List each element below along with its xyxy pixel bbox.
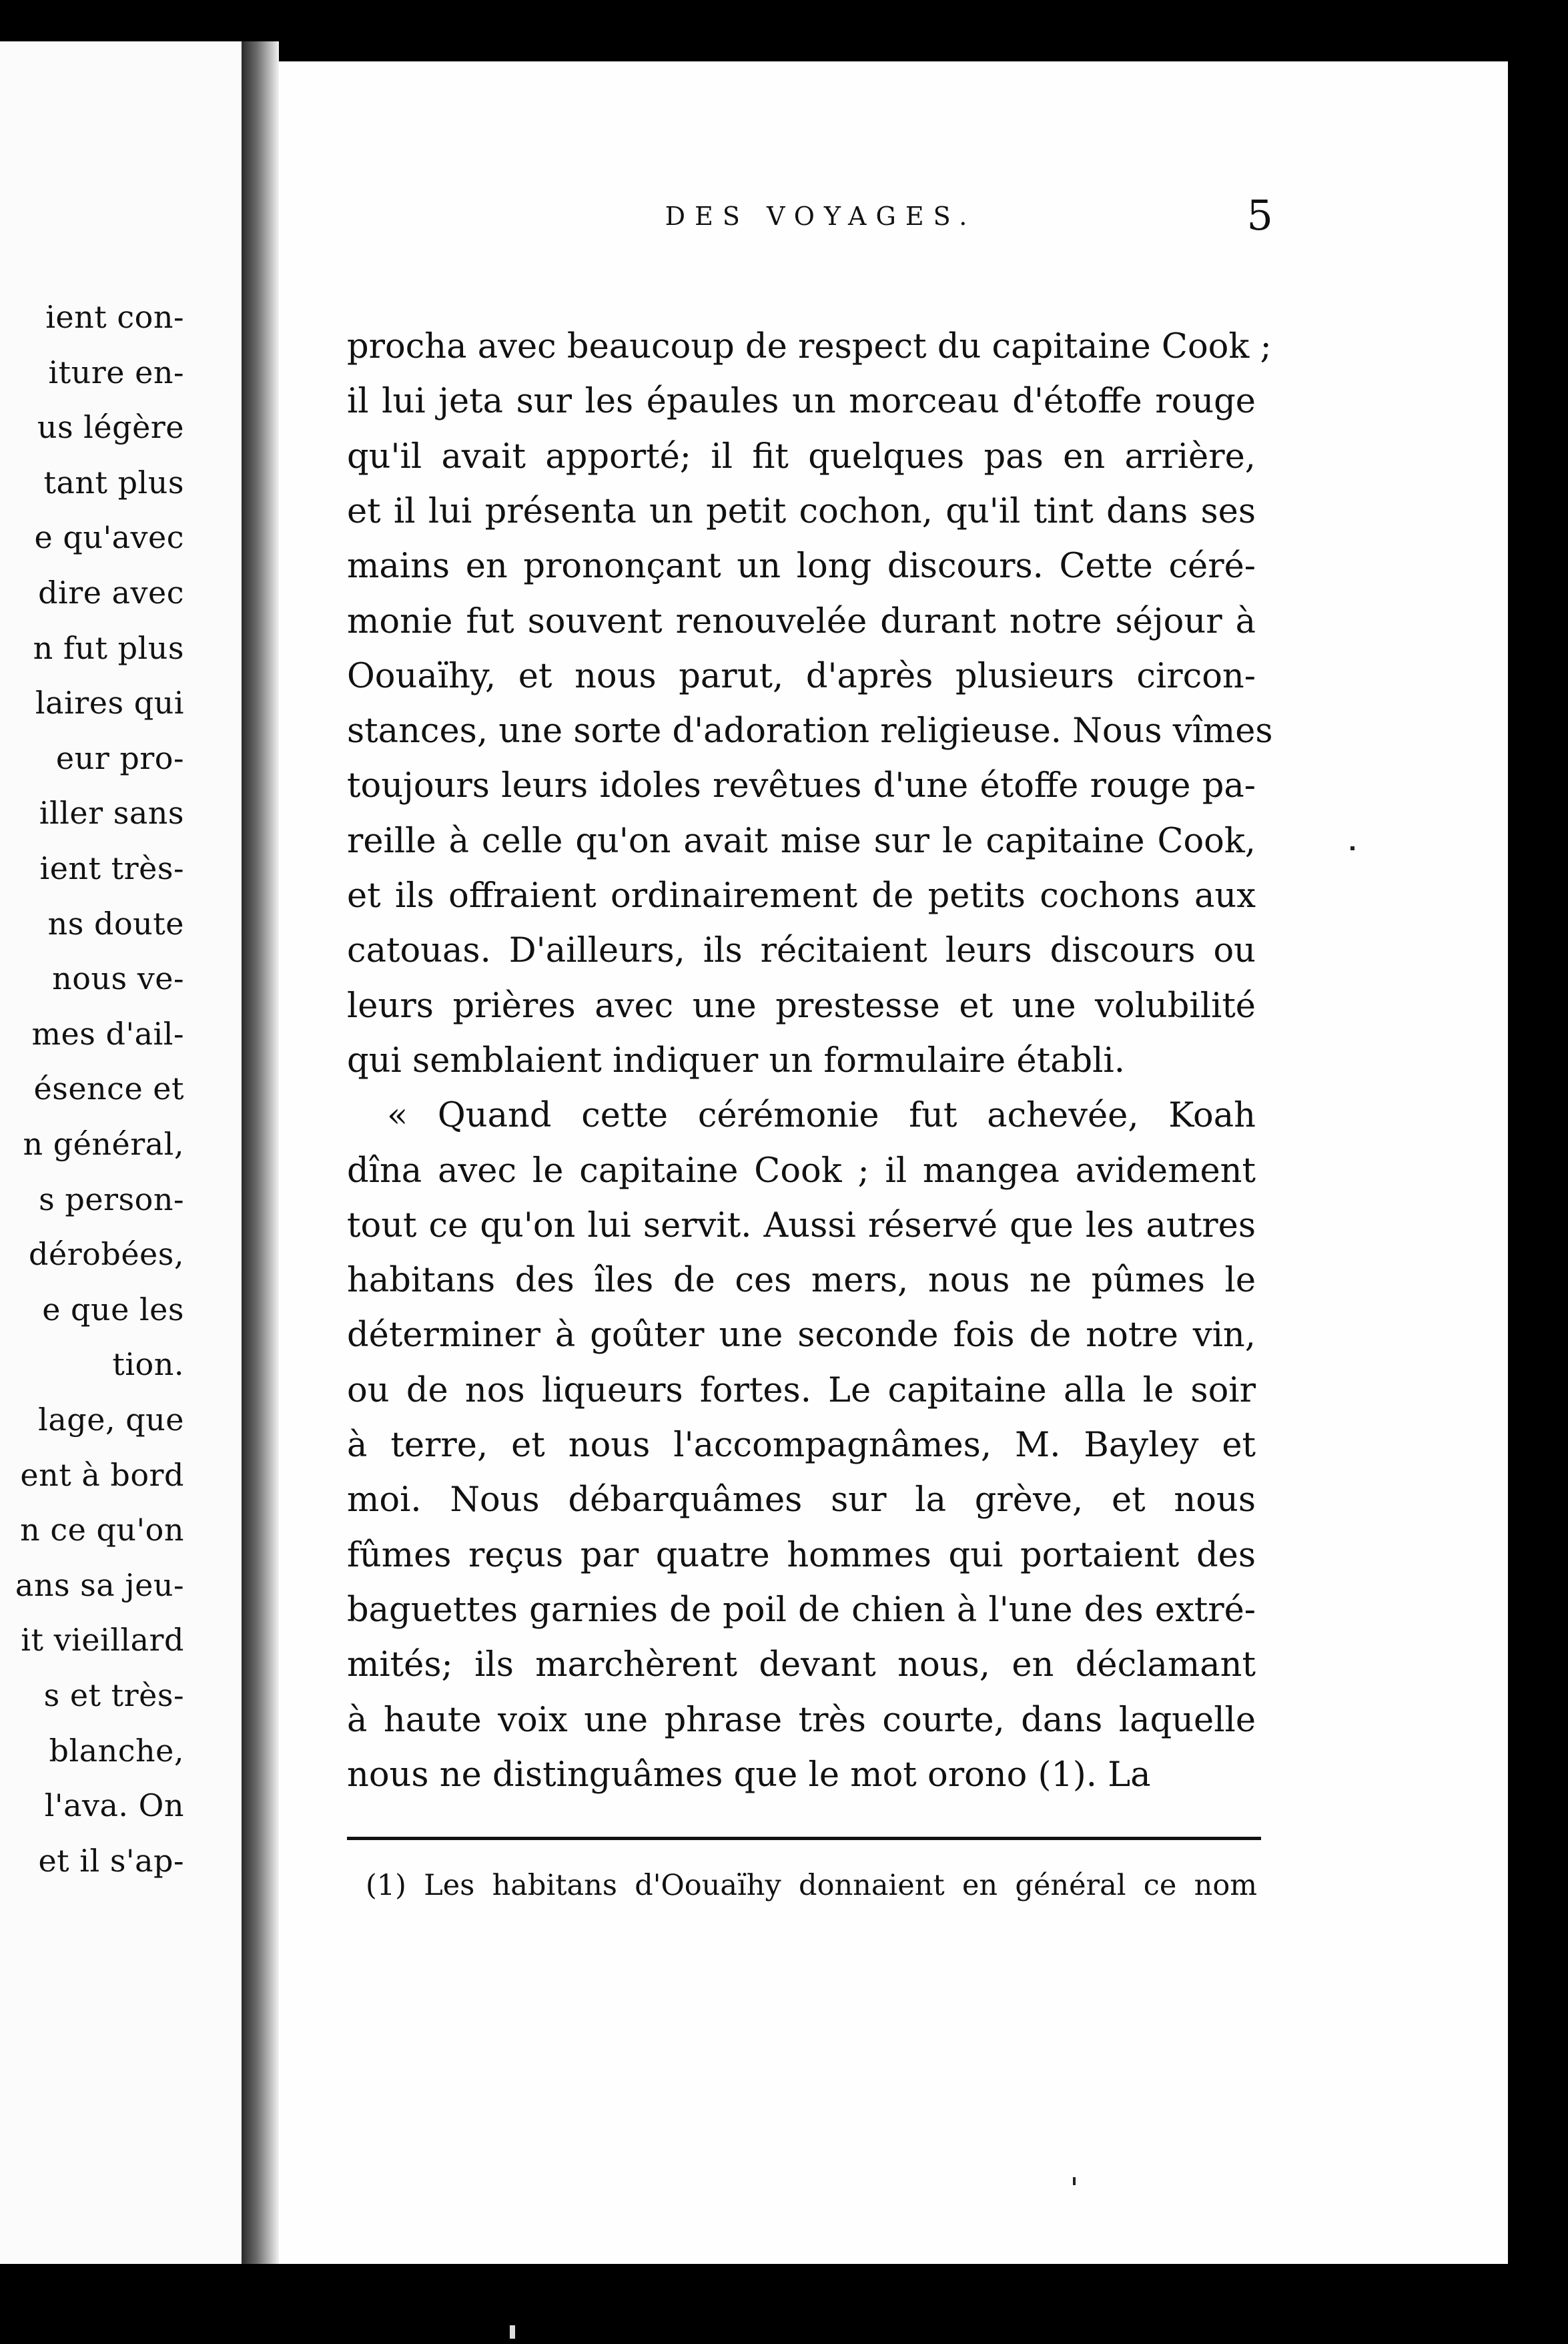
left-page-line: ésence et [33,1071,184,1107]
left-page-line: n général, [23,1126,184,1162]
body-line: tout ce qu'on lui servit. Aussi réservé que les autres [347,1205,1256,1245]
left-page-line: ans sa jeu- [15,1566,184,1603]
left-page-line: mes d'ail- [31,1015,184,1052]
body-line: il lui jeta sur les épaules un morceau d'étoffe rouge [347,382,1256,422]
left-page-line: nous ve- [52,960,184,997]
body-line: fûmes reçus par quatre hommes qui portaient des [347,1535,1256,1575]
footnote-rule [347,1837,1261,1840]
body-line: mains en prononçant un long discours. Cette céré- [347,547,1256,587]
left-page-line: s et très- [43,1677,184,1713]
left-page-line: tion. [112,1346,184,1383]
body-line: dîna avec le capitaine Cook ; il mangea avidement [347,1151,1256,1191]
left-page-line: ient très- [39,850,184,886]
body-line: et ils offraient ordinairement de petits cochons aux [347,876,1256,916]
scan-speck [510,2325,515,2339]
body-line: catouas. D'ailleurs, ils récitaient leurs discours ou [347,931,1256,971]
body-line: reille à celle qu'on avait mise sur le capitaine Cook, [347,821,1256,861]
body-line: à haute voix une phrase très courte, dans laquelle [347,1700,1256,1740]
body-line: leurs prières avec une prestesse et une volubilité [347,986,1256,1026]
body-line: ou de nos liqueurs fortes. Le capitaine alla le soir [347,1370,1256,1410]
left-page-line: e qu'avec [34,519,184,556]
scan-border [1508,61,1568,2264]
left-page-line: iller sans [39,795,184,832]
left-page-line: et il s'ap- [38,1842,184,1879]
body-line: et il lui présenta un petit cochon, qu'il tint dans ses [347,491,1256,531]
left-page-line: laires qui [35,685,184,721]
left-page-line: lage, que [38,1402,184,1438]
body-line: Oouaïhy, et nous parut, d'après plusieurs circon- [347,656,1256,696]
body-line: qui semblaient indiquer un formulaire établi. [347,1041,1125,1081]
left-page-line: eur pro- [55,740,184,776]
left-page-line: dire avec [38,575,184,611]
body-line: habitans des îles de ces mers, nous ne pûmes le [347,1261,1256,1301]
left-page-line: tant plus [43,464,184,501]
left-page-line: us légère [37,409,184,446]
left-page-line: n fut plus [33,629,184,666]
body-line: mités; ils marchèrent devant nous, en déclamant [347,1645,1256,1685]
left-page-line: it vieillard [21,1622,184,1659]
footnote: (1) Les habitans d'Oouaïhy donnaient en général ce nom [366,1869,1257,1902]
body-line: baguettes garnies de poil de chien à l'une des extré- [347,1590,1256,1630]
left-page-line: s person- [39,1181,184,1217]
scan-speck [1350,846,1354,850]
left-page-line: ns doute [47,905,184,942]
scan-speck [1073,2177,1076,2185]
left-facing-page [0,41,242,2264]
left-page-line: ent à bord [20,1456,184,1493]
left-page-line: blanche, [49,1732,184,1769]
running-head: DES VOYAGES. [665,202,977,231]
body-line: procha avec beaucoup de respect du capitaine Cook ; [347,327,1272,366]
left-page-line: l'ava. On [44,1787,184,1824]
body-line: déterminer à goûter une seconde fois de notre vin, [347,1315,1256,1356]
body-line: nous ne distinguâmes que le mot orono (1). La [347,1755,1151,1795]
body-line: à terre, et nous l'accompagnâmes, M. Bayley et [347,1426,1256,1465]
body-line: monie fut souvent renouvelée durant notre séjour à [347,601,1256,641]
page-number: 5 [1246,191,1273,240]
body-line: stances, une sorte d'adoration religieuse. Nous vîmes [347,711,1273,752]
body-line: qu'il avait apporté; il fit quelques pas en arrière, [347,436,1256,477]
left-page-line: iture en- [48,354,184,390]
left-page-line: dérobées, [29,1236,184,1273]
body-line: toujours leurs idoles revêtues d'une étoffe rouge pa- [347,766,1256,806]
left-page-line: e que les [42,1291,184,1328]
left-page-line: n ce qu'on [20,1512,184,1548]
body-line: « Quand cette cérémonie fut achevée, Koah [387,1096,1256,1136]
left-page-line: ient con- [45,299,184,335]
book-gutter [242,41,279,2264]
body-line: moi. Nous débarquâmes sur la grève, et nous [347,1480,1256,1520]
